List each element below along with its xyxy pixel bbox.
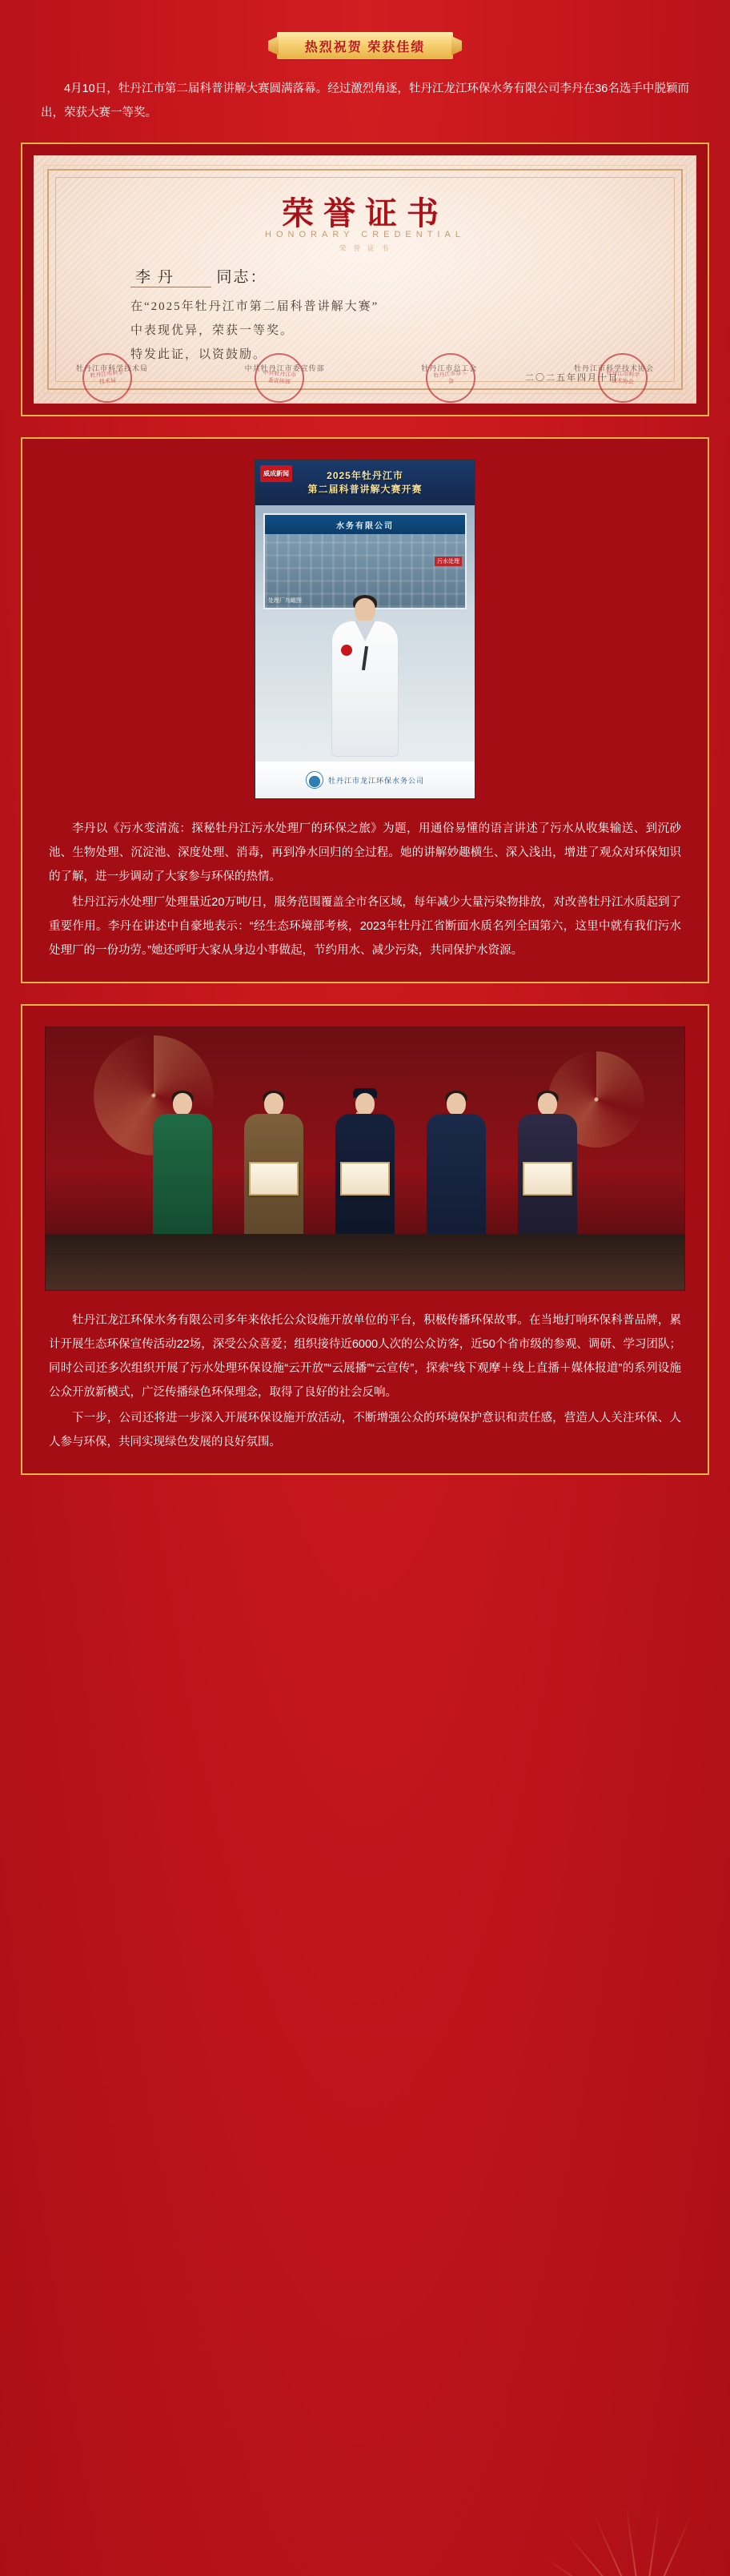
water-drop-icon [306,771,323,789]
certificate-line-2: 在“2025年牡丹江市第二届科普讲解大赛” [130,300,379,313]
footer-paragraph-1: 牡丹江龙江环保水务有限公司多年来依托公众设施开放单位的平台，积极传播环保故事。在当地打响环保科普品牌，累计开展生态环保宣传活动22场，深受公众喜爱；组织接待近6000人次的公众访客，近50个省市级的参观、调研、学习团队；同时公司还多次组织开展了污水处理环保设施“云开放”“云展播”“云宣传”，探索“线下观摩＋线上直播＋媒体报道”的系列设施公众开放新模式，广泛传播绿色环保理念，取得了良好的社会反响。 [49,1314,681,1399]
certificate-prop [340,1162,390,1196]
seal-stamp: 牡丹江市科学技术协会 [596,352,649,404]
speaker-figure [328,598,402,758]
news-title-line-2: 第二届科普讲解大赛开赛 [307,484,423,495]
issuer-name: 牡丹江市科学技术局 [76,364,149,372]
footer-text [49,1308,681,1454]
speech-photo [255,460,475,799]
speaker-badge-icon [341,645,352,656]
certificate-line-3: 中表现优异，荣获一等奖。 [130,324,295,337]
certificate-subtitle-en: HONORARY CREDENTIAL [265,230,465,239]
body-paragraph-1: 李丹以《污水变清流：探秘牡丹江污水处理厂的环保之旅》为题，用通俗易懂的语言讲述了污水从收集输送、到沉砂池、生物处理、沉淀池、深度处理、消毒，再到净水回归的全过程。她的讲解妙趣横生、深入浅出，增进了观众对环保知识的了解，进一步调动了大家参与环保的热情。 [49,822,681,883]
news-channel-logo: 威成新闻 [260,465,292,482]
certificate-title: 荣誉证书 [282,195,448,231]
page-title: 热烈祝贺 荣获佳绩 [277,32,453,59]
group-photo-block [21,1004,709,1475]
issuer-name: 中共牡丹江市委宣传部 [244,364,325,372]
screen-caption: 处理厂鸟瞰图 [268,598,302,604]
certificate-image [34,155,696,404]
person-head [264,1093,283,1115]
person-head [355,1093,375,1115]
footer-paragraph-2: 下一步，公司还将进一步深入开展环保设施开放活动，不断增强公众的环境保护意识和责任感，营造人人关注环保、人人参与环保，共同实现绿色发展的良好氛围。 [49,1412,681,1449]
seal-stamp: 牡丹江市科学技术局 [80,351,134,404]
body-paragraph-2: 牡丹江污水处理厂处理量近20万吨/日，服务范围覆盖全市各区域，每年减少大量污染物排放，对改善牡丹江水质起到了重要作用。李丹在讲述中自豪地表示：“经生态环境部考核，2023年牡丹江省断面水质名列全国第六，这里中就有我们污水处理厂的一份功劳。”她还呼吁大家从身边小事做起，节约用水、减少污染，共同保护水资源。 [49,896,681,957]
news-header [255,460,475,505]
speech-photo-block [21,437,709,983]
person-figure [418,1093,495,1245]
group-photo [45,1027,685,1291]
certificate-date: 二〇二五年四月十日 [525,373,619,383]
speech-photo-body [255,505,475,762]
certificate-line-4: 特发此证，以资鼓励。 [130,348,267,361]
award-winners-row [46,1093,684,1245]
stage-floor [46,1234,684,1290]
decorative-rays [522,2384,730,2576]
person-head [538,1093,557,1115]
certificate-subtitle-cn: 荣 誉 证 书 [339,244,391,252]
seal-stamp: 中共牡丹江市委宣传部 [253,352,306,404]
screen-header-text: 水务有限公司 [265,515,465,534]
person-figure [144,1093,221,1245]
body-text [49,817,681,962]
person-head [173,1093,192,1115]
screen-tag: 污水处理 [435,557,462,566]
speaker-head [355,598,375,622]
person-torso [427,1114,486,1245]
person-head [447,1093,466,1115]
person-figure [509,1093,586,1245]
person-torso [153,1114,212,1245]
seal-stamp: 牡丹江市总工会 [423,351,478,404]
certificate-recipient [130,265,624,287]
issuer-name: 牡丹江市总工会 [421,364,478,372]
news-title-line-1: 2025年牡丹江市 [327,470,403,481]
certificate-prop [523,1162,572,1196]
certificate-recipient-name: 李 丹 [130,269,211,287]
lead-paragraph: 4月10日，牡丹江市第二届科普讲解大赛圆满落幕。经过激烈角逐，牡丹江龙江环保水务有限公司李丹在36名选手中脱颖而出，荣获大赛一等奖。 [41,82,689,119]
certificate-prop [249,1162,299,1196]
person-figure [327,1093,403,1245]
issuer-name: 牡丹江市科学技术协会 [573,364,654,372]
company-footer [255,762,475,798]
banner-wrapper [0,0,730,70]
certificate-recipient-suffix: 同志： [216,269,267,286]
person-figure [235,1093,312,1245]
certificate-block [21,143,709,416]
company-footer-label: 牡丹江市龙江环保水务公司 [327,776,424,785]
